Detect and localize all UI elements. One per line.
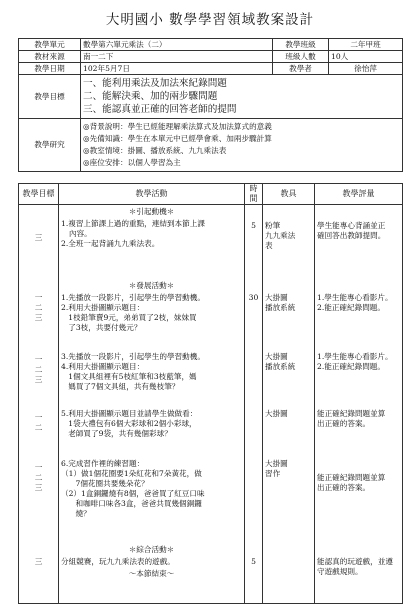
activity-column — [61, 205, 242, 603]
activity-line: 2.利用大掛圖顯示題目： — [61, 303, 145, 312]
goal-mark: 二 — [34, 365, 43, 374]
eval-line: 2.能正確紀錄問題。 — [317, 362, 385, 371]
activity-line: （1）做1個花圈要1朵紅花和7朵黃花，做 — [61, 469, 202, 478]
aid-item: 粉筆 — [265, 221, 281, 230]
activity-line: 6.完成習作裡的練習題： — [61, 459, 145, 468]
eval-line: 能正確紀錄問題並算 — [317, 473, 386, 482]
goal-mark: 三 — [34, 483, 43, 492]
eval-line: 出正確的答案。 — [317, 419, 371, 428]
eval-block — [317, 557, 400, 577]
eval-block — [317, 473, 400, 493]
goal-item: 三、能認真並正確的回答老師的提問 — [83, 104, 237, 115]
eval-line: 學生能專心背誦並正 — [317, 221, 386, 230]
activity-line: 1袋大禮包有6個大彩球和2個小彩球， — [61, 419, 197, 428]
aid-item: 大掛圖 — [265, 352, 288, 361]
goal-marks — [21, 557, 56, 567]
activity-line: 3.先播放一段影片，引起學生的學習動機。 — [61, 352, 205, 361]
unit-value: 數學第六單元乘法（二） — [81, 39, 273, 51]
eval-line: 能認真的玩遊戲，並遵 — [317, 557, 393, 566]
people-value: 10人 — [329, 51, 403, 63]
goal-mark: 一 — [34, 413, 43, 422]
activity-line: 媽買了7個文具組，共有幾枝筆？ — [61, 382, 180, 391]
eval-block — [317, 221, 400, 241]
eval-line: 2.能正確紀錄問題。 — [317, 303, 385, 312]
goal-mark: 一 — [34, 355, 43, 364]
grade-label: 教學班級 — [273, 39, 329, 51]
activity-line: 和咖啡口味各3盒，爸爸共買幾個銅鑼 — [61, 499, 202, 508]
date-value: 102年5月7日 — [81, 63, 273, 75]
activity-line: 了3枝，共要付幾元？ — [61, 323, 142, 332]
activity-line: （2）1盒銅鑼燒有8個，爸爸買了紅豆口味 — [61, 489, 205, 498]
aids-block — [265, 409, 312, 419]
teacher-value: 徐怡萍 — [329, 63, 403, 75]
goal-item: 二、能解決乘、加的兩步驟問題 — [83, 91, 218, 102]
time-value: 30 — [248, 293, 259, 302]
research-item: ◎教室情境：掛圖、播放系統、九九乘法表 — [83, 146, 227, 155]
header-goals: 教學目標 — [19, 184, 59, 205]
goal-marks — [21, 463, 56, 493]
aids-block — [265, 352, 312, 372]
goals-list — [81, 75, 403, 119]
activity-block — [61, 293, 242, 333]
activity-line: 5.利用大掛圖顯示題目並請學生做做看： — [61, 409, 198, 418]
goal-marks — [21, 233, 56, 243]
activity-line: 老師買了9袋，共有幾個彩球？ — [61, 429, 172, 438]
activity-line: 1枝鉛筆賣9元，弟弟買了2枝，妹妹買 — [61, 313, 197, 322]
goal-marks — [21, 413, 56, 433]
eval-line: 1.學生能專心看影片。 — [317, 293, 393, 302]
activity-line: 內容。 — [69, 229, 92, 238]
research-label: 教學研究 — [19, 119, 81, 172]
section-heading: ＊發展活動＊ — [128, 281, 175, 290]
goal-marks — [21, 355, 56, 385]
goals-column — [21, 205, 56, 603]
grade-value: 二年甲班 — [329, 39, 403, 51]
activity-table — [18, 183, 403, 604]
research-list — [81, 119, 403, 172]
goal-mark: 一 — [34, 293, 43, 302]
goal-mark: 二 — [34, 473, 43, 482]
aids-block — [265, 293, 312, 313]
activity-line: 7個花圈共要幾朵花？ — [61, 479, 149, 488]
goal-mark: 三 — [34, 557, 43, 566]
eval-block — [317, 409, 400, 429]
aid-item: 大掛圖 — [265, 293, 288, 302]
activity-block — [61, 219, 242, 249]
header-activity: 教學活動 — [59, 184, 245, 205]
header-eval: 教學評量 — [315, 184, 403, 205]
source-label: 教材來源 — [19, 51, 81, 63]
activity-line: 分組競賽，玩九九乘法表的遊戲。 — [61, 557, 175, 566]
eval-line: 出正確的答案。 — [317, 483, 371, 492]
people-label: 班級人數 — [273, 51, 329, 63]
unit-label: 教學單元 — [19, 39, 81, 51]
date-label: 教學日期 — [19, 63, 81, 75]
info-table — [18, 38, 403, 172]
eval-line: 確回答出教師提問。 — [317, 231, 386, 240]
eval-line: 守遊戲規則。 — [317, 567, 363, 576]
time-value: 5 — [251, 221, 256, 230]
activity-line: 4.利用大掛圖顯示題目： — [61, 362, 145, 371]
goal-marks — [21, 293, 56, 323]
aid-item: 播放系統 — [265, 362, 296, 371]
goal-mark: 二 — [34, 423, 43, 432]
aids-block — [265, 221, 312, 251]
aid-item: 表 — [265, 241, 273, 250]
section-heading: ＊引起動機＊ — [128, 207, 175, 216]
eval-line: 1.學生能專心看影片。 — [317, 352, 393, 361]
goal-mark: 一 — [34, 463, 43, 472]
aid-item: 大掛圖 — [265, 459, 288, 468]
aid-item: 大掛圖 — [265, 409, 288, 418]
goal-mark: 三 — [34, 313, 43, 322]
header-time: 時間 — [245, 184, 263, 205]
page-title: 大明國小 數學學習領域教案設計 — [105, 12, 315, 28]
aid-item: 九九乘法 — [265, 231, 296, 240]
aid-item: 播放系統 — [265, 303, 296, 312]
activity-block — [61, 557, 242, 567]
goal-mark: 二 — [34, 303, 43, 312]
goal-mark: 三 — [34, 233, 43, 242]
activity-block — [61, 352, 242, 392]
closing-line: ～本節結束～ — [128, 569, 175, 578]
time-column — [247, 205, 260, 603]
activity-block — [61, 459, 242, 519]
source-value: 南一二下 — [81, 51, 273, 63]
research-item: ◎座位安排：以個人學習為主 — [83, 158, 181, 167]
eval-block — [317, 352, 400, 372]
activity-line: 1個文具組裡有5枝紅筆和3枝藍筆，媽 — [61, 372, 197, 381]
eval-block — [317, 293, 400, 313]
activity-line: 1.先播放一段影片，引起學生的學習動機。 — [61, 293, 205, 302]
research-item: ◎先備知識：學生在本單元中已經學會乘、加兩步驟計算 — [83, 134, 272, 143]
activity-line: 1.複習上節課上過的重點，連結到本節上課 — [61, 219, 205, 228]
activity-block — [61, 409, 242, 439]
time-value: 5 — [251, 557, 256, 566]
eval-line: 能正確紀錄問題並算 — [317, 409, 386, 418]
eval-column — [317, 205, 400, 603]
activity-line: 燒？ — [61, 509, 91, 518]
aids-block — [265, 459, 312, 479]
section-heading: ＊綜合活動＊ — [128, 545, 175, 554]
research-item: ◎背景說明：學生已經能理解乘法算式及加法算式的意義 — [83, 122, 272, 131]
teacher-label: 教學者 — [273, 63, 329, 75]
goal-item: 一、能利用乘法及加法來紀錄問題 — [83, 78, 227, 89]
activity-line: 2.全班一起背誦九九乘法表。 — [61, 239, 160, 248]
aids-column — [265, 205, 312, 603]
goal-mark: 三 — [34, 375, 43, 384]
aid-item: 習作 — [265, 469, 281, 478]
header-aids: 教具 — [263, 184, 315, 205]
goals-label: 教學目標 — [19, 75, 81, 119]
